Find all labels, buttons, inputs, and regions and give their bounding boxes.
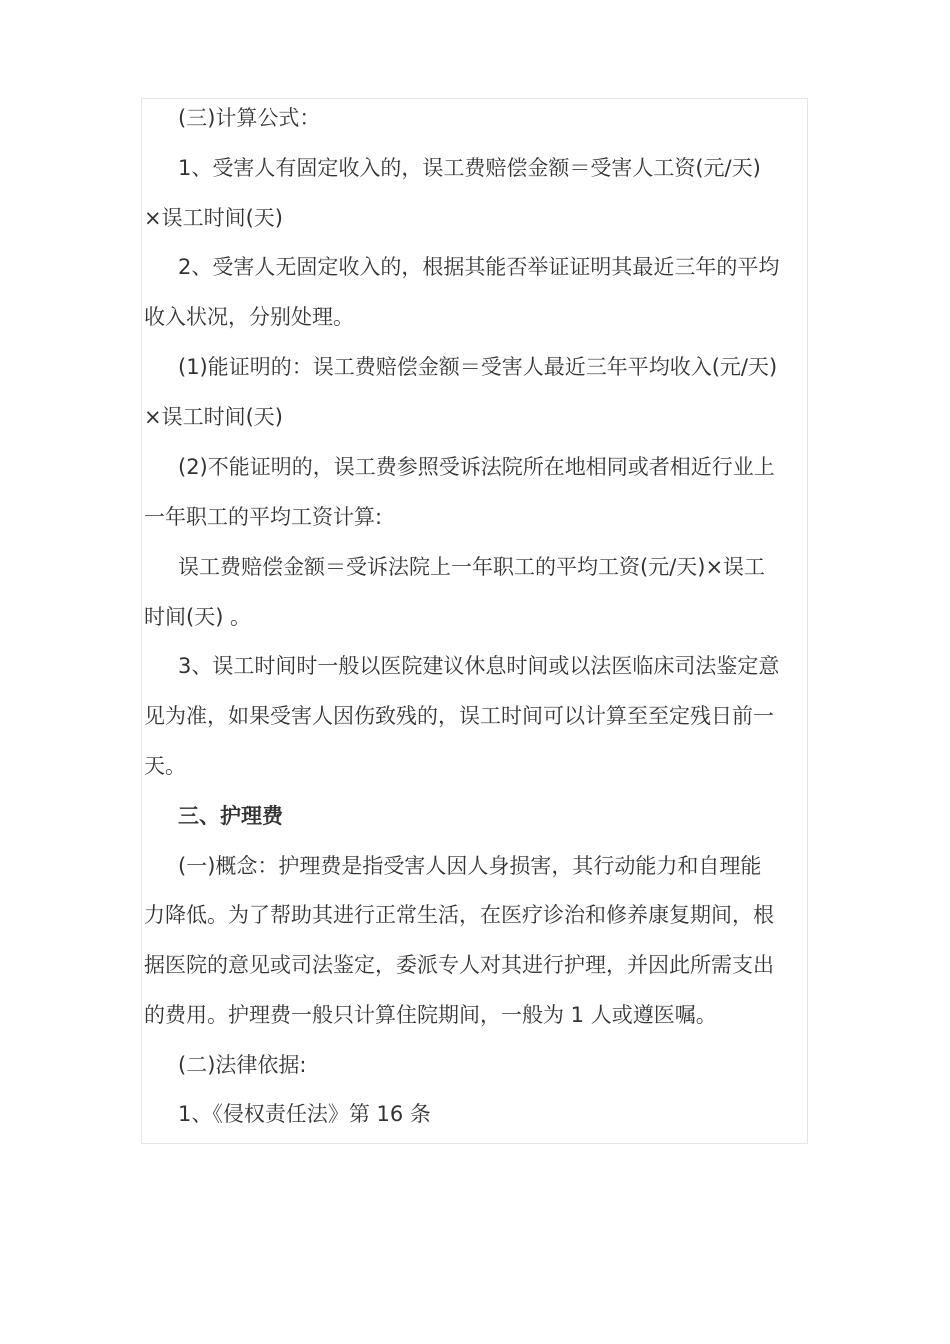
- text-line: (1)能证明的：误工费赔偿金额＝受害人最近三年平均收入(元/天): [178, 355, 778, 379]
- text-line: 力降低。为了帮助其进行正常生活，在医疗诊治和修养康复期间，根: [144, 903, 774, 927]
- text-line: 3、误工时间时一般以医院建议休息时间或以法医临床司法鉴定意: [178, 654, 780, 678]
- text-line: 一年职工的平均工资计算:: [144, 505, 383, 529]
- legal-basis-heading: (二)法律依据:: [178, 1053, 307, 1077]
- text-line: 的费用。护理费一般只计算住院期间，一般为 1 人或遵医嘱。: [144, 1003, 717, 1027]
- text-line: 见为准，如果受害人因伤致残的，误工时间可以计算至至定残日前一: [144, 704, 774, 728]
- text-line: 误工费赔偿金额＝受诉法院上一年职工的平均工资(元/天)×误工: [178, 555, 766, 579]
- text-line: ×误工时间(天): [144, 206, 283, 230]
- text-line: 2、受害人无固定收入的，根据其能否举证证明其最近三年的平均: [178, 255, 780, 279]
- text-line: 收入状况，分别处理。: [144, 305, 354, 329]
- text-line: ×误工时间(天): [144, 405, 283, 429]
- text-line: 据医院的意见或司法鉴定，委派专人对其进行护理，并因此所需支出: [144, 953, 774, 977]
- text-line: 时间(天) 。: [144, 605, 252, 629]
- text-line: 天。: [144, 754, 186, 778]
- formula-heading: (三)计算公式：: [178, 106, 321, 130]
- text-line: (一)概念：护理费是指受害人因人身损害，其行动能力和自理能: [178, 854, 762, 878]
- text-line: 1、《侵权责任法》第 16 条: [178, 1102, 431, 1126]
- text-line: (2)不能证明的，误工费参照受诉法院所在地相同或者相近行业上: [178, 455, 775, 479]
- section-heading: 三、护理费: [178, 804, 283, 828]
- text-line: 1、受害人有固定收入的，误工费赔偿金额＝受害人工资(元/天): [178, 156, 761, 180]
- document-content: [141, 98, 808, 1144]
